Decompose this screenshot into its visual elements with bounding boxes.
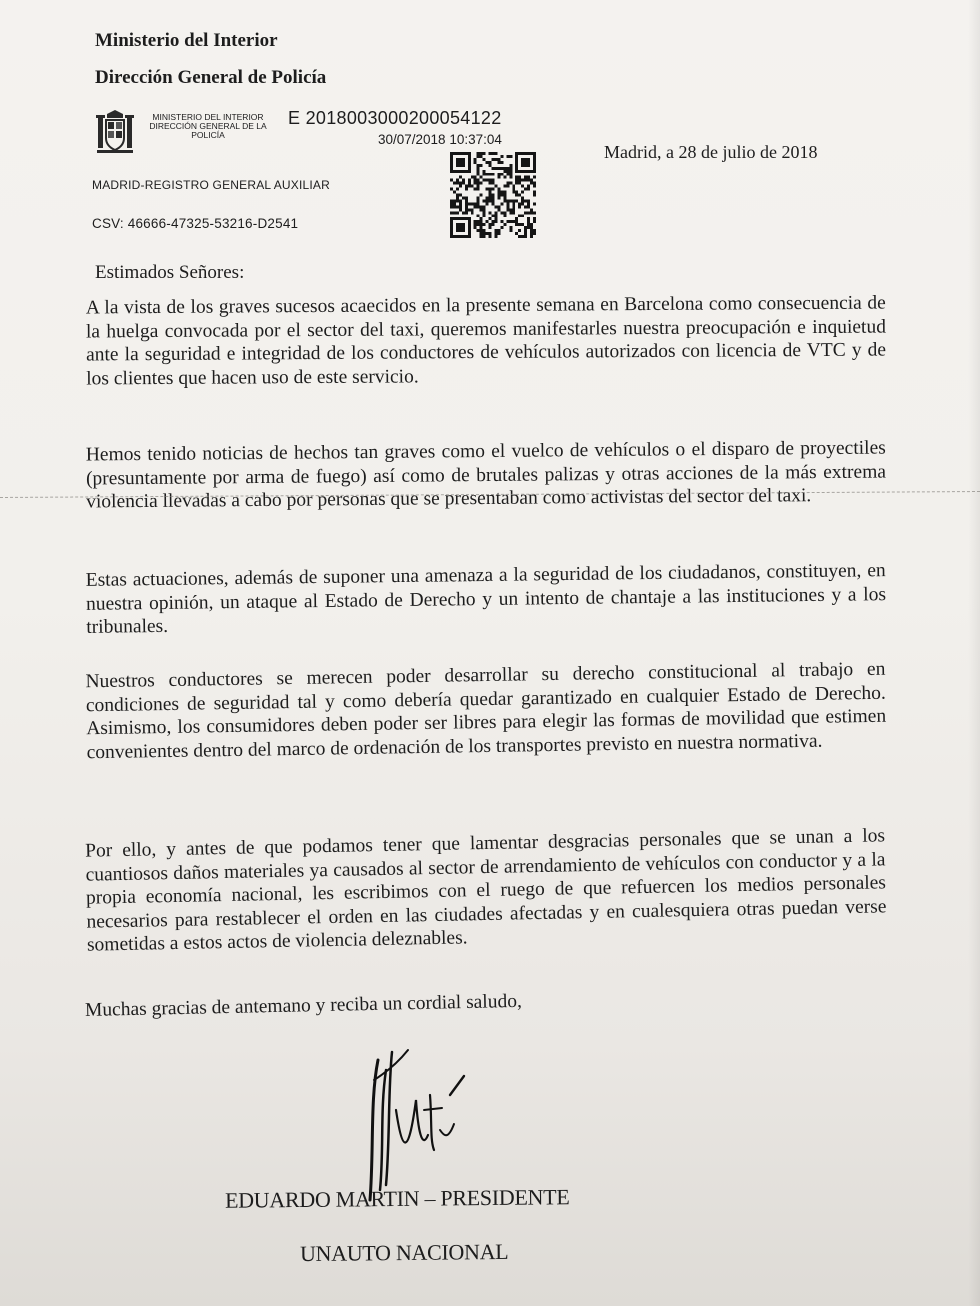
stamp-ministry-line: POLICÍA	[191, 130, 225, 140]
paragraph: Hemos tenido noticias de hechos tan graves como el vuelco de vehículos o el disparo de proyectiles (presuntamente por arma de fuego) así como de brutales palizas y otras acciones de la más extrema violencia llevadas a cabo por personas que se presentaban como activistas del sector del taxi.	[85, 437, 887, 513]
stamp-ministry-name	[138, 113, 278, 140]
registry-office: MADRID-REGISTRO GENERAL AUXILIAR	[92, 178, 330, 192]
qr-code	[450, 152, 536, 238]
paragraph: A la vista de los graves sucesos acaecidos en la presente semana en Barcelona como consecuencia de la huelga convocada por el sector del taxi, queremos manifestarles nuestra preocupación e inquietud ante la seguridad e integridad de los conductores de vehículos autorizados con licencia de VTC y de los clientes que hacen uso de este servicio.	[85, 292, 887, 390]
letterhead-direction: Dirección General de Policía	[95, 67, 327, 88]
signer-name: EDUARDO MARTIN – PRESIDENTE	[224, 1184, 570, 1213]
paper-edge-shadow	[968, 0, 980, 1306]
closing-line: Muchas gracias de antemano y reciba un cordial saludo,	[84, 990, 523, 1021]
paragraph: Nuestros conductores se merecen poder desarrollar su derecho constitucional al trabajo en condiciones de seguridad tal y como debería quedar garantizado en cualquier Estado de Derecho. Asimismo, los consumidores deben poder ser libres para elegir las formas de movilidad que estimen convenientes dentro del marco de ordenación de los transportes previsto en nuestra normativa.	[85, 658, 887, 764]
register-datetime: 30/07/2018 10:37:04	[378, 132, 502, 147]
letterhead-ministry: Ministerio del Interior	[95, 30, 278, 51]
paragraph: Por ello, y antes de que podamos tener que lamentar desgracias personales que se unan a los cuantiosos daños materiales ya causados al sector de arrendamiento de vehículos con conductor y a la propia economía nacional, les escribimos con el ruego de que refuercen los medios personales necesarios para restablecer el orden en las ciudades afectadas y en cualesquiera otras puedan verse sometidas a estos actos de violencia deleznables.	[84, 825, 887, 957]
csv-code: CSV: 46666-47325-53216-D2541	[92, 216, 299, 231]
stamp-ministry-line: MINISTERIO DEL INTERIOR	[152, 112, 264, 122]
paragraph: Estas actuaciones, además de suponer una amenaza a la seguridad de los ciudadanos, constituyen, en nuestra opinión, un ataque al Estado de Derecho y un intento de chantaje a las instituciones y a los tribunales.	[85, 560, 887, 639]
letter-date: Madrid, a 28 de julio de 2018	[604, 142, 818, 162]
register-number: E 201800300020005412​2	[288, 108, 502, 128]
signer-organization: UNAUTO NACIONAL	[299, 1238, 509, 1267]
greeting: Estimados Señores:	[95, 262, 245, 283]
coat-of-arms-icon	[95, 110, 135, 156]
stamp-ministry-line: DIRECCIÓN GENERAL DE LA	[149, 121, 267, 131]
